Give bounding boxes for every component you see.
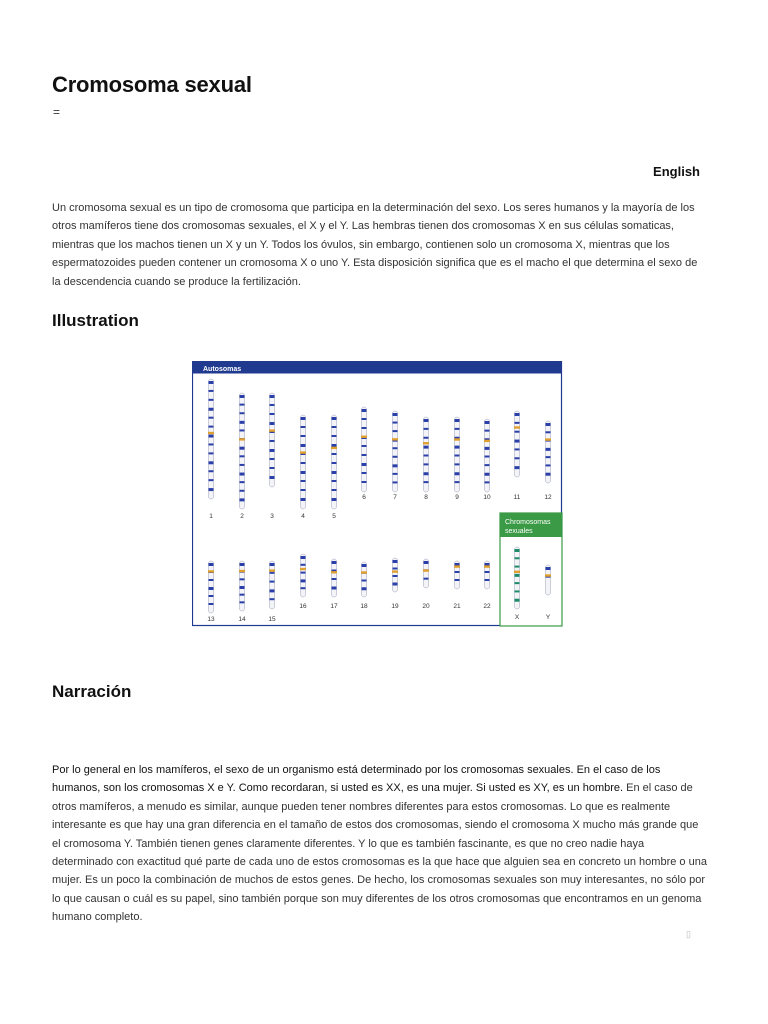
centromere [269,429,275,431]
chromosome-band [240,594,245,596]
chromosome-band [546,473,551,476]
centromere [514,426,520,428]
chromosome-band [455,419,460,422]
centromere [545,438,551,440]
chromosome-band [332,498,337,501]
chromosome-band [424,561,429,564]
chromosome-band [546,448,551,451]
chromosome-band [301,444,306,447]
chromosome-band [240,498,245,501]
centromere [423,442,429,444]
chromosome-band [362,427,367,429]
chromosome-band [332,453,337,455]
chromosome-band [301,462,306,464]
chromosome-band [301,426,306,428]
chromosome-band [209,587,214,590]
chromosome-band [301,480,306,482]
sex-chromosomes-label-line2: sexuales [505,528,533,535]
autosomes-header [193,362,562,374]
chromosome-band [362,445,367,447]
chromosome-label: 16 [299,603,307,610]
chromosome-band [515,566,520,568]
chromosome-band [332,417,337,420]
chromosome-band [455,463,460,465]
chromosome-band [332,587,337,590]
chromosome-band [485,579,490,581]
chromosome-band [546,567,551,570]
chromosome-band [362,580,367,582]
chromosome-band [270,467,275,469]
chromosome-band [424,481,429,483]
chromosome-label: 19 [391,603,399,610]
chromosome-band [362,454,367,456]
chromosome-band [301,471,306,474]
centromere [454,565,460,567]
chromosome-band [362,463,367,466]
chromosome-band [485,464,490,466]
chromosome-band [424,446,429,449]
chromosome-band [455,428,460,430]
chromosome-band [270,413,275,415]
chromosome-band [362,409,367,412]
chromosome-band [515,413,520,416]
centromere [361,436,367,438]
centromere [300,451,306,453]
chromosome-band [455,481,460,483]
chromosome-band [332,471,337,474]
centromere [331,571,337,573]
scroll-indicator-icon: ▯ [686,929,691,939]
chromosome-2 [239,393,245,520]
chromosome-band [332,444,337,447]
centromere [514,571,520,573]
chromosome-band [332,489,337,491]
chromosome-band [270,404,275,406]
page-title: Cromosoma sexual [52,72,252,97]
chromosome-label: Y [545,614,551,621]
chromosome-band [332,426,337,428]
chromosome-7 [392,411,398,501]
chromosome-band [240,455,245,457]
chromosome-8 [423,417,429,501]
chromosome-label: 9 [455,494,459,501]
chromosome-band [240,490,245,492]
chromosome-band [393,583,398,586]
chromosome-band [485,421,490,424]
karyotype-figure [192,361,564,629]
chromosome-band [209,390,214,392]
sex-chromosomes-label-line1: Chromosomas [505,519,551,526]
chromosome-band [270,458,275,460]
chromosome-band [209,470,214,472]
chromosome-band [240,481,245,483]
chromosome-band [332,578,337,580]
chromosome-band [393,422,398,424]
chromosome-label: 1 [209,513,213,520]
chromosome-band [515,440,520,443]
chromosome-band [424,472,429,475]
chromosome-band [270,449,275,452]
chromosome-band [301,556,306,559]
chromosome-band [393,430,398,432]
chromosome-band [209,408,214,411]
chromosome-band [485,481,490,483]
chromosome-band [209,381,214,384]
chromosome-4 [300,415,306,520]
narration-heading: Narración [52,682,132,701]
chromosome-band [301,572,306,574]
chromosome-band [362,418,367,420]
chromosome-label: 11 [513,494,521,501]
chromosome-band [424,463,429,465]
chromosome-band [209,579,214,581]
chromosome-band [362,564,367,567]
chromosome-band [240,421,245,424]
chromosome-band [393,575,398,577]
chromosome-band [393,456,398,458]
centromere [269,569,275,571]
chromosome-band [240,429,245,431]
chromosome-band [485,430,490,432]
chromosome-band [515,457,520,459]
chromosome-band [301,587,306,589]
narration-body: En el caso de otros mamíferos, a menudo es similar, aunque pueden tener nombres diferentes para estos cromosomas. Lo que es realmente interesante es que hay una gran diferencia en el tamaño de estos dos cromosomas, siendo el cromosoma X mucho más grande que el cromosoma Y. También tienen genes claramente diferentes. Y lo que es también fascinante, es que no creo nadie haya determinado con exactitud qué parte de cada uno de estos cromosomas es la que hace que alguien sea en concreto un hombre o una mujer. Es un poco la combinación de muchos de estos genes. De hecho, los cromosomas sexuales son muy interesantes, no sólo por lo que causan o cuál es su papel, sino también porque son muy diferentes de los otros cromosomas que encontramos en un genoma humano completo. [52,782,707,924]
chromosome-band [270,476,275,479]
chromosome-band [240,563,245,566]
chromosome-band [270,572,275,574]
chromosome-band [240,578,245,580]
chromosome-label: 17 [330,603,338,610]
chromosome-band [515,599,520,602]
chromosome-band [301,489,306,491]
chromosome-9 [454,417,460,501]
chromosome-band [515,574,520,577]
chromosome-band [270,440,275,442]
chromosome-band [209,595,214,597]
chromosome-label: 18 [360,603,368,610]
chromosome-body [301,554,306,597]
chromosome-band [240,404,245,406]
chromosome-band [240,473,245,476]
chromosome-band [455,579,460,581]
centromere [331,447,337,449]
chromosome-band [515,466,520,469]
chromosome-label: 14 [238,616,246,623]
centromere [392,438,398,440]
chromosome-band [240,464,245,466]
chromosome-band [332,462,337,464]
chromosome-band [362,472,367,474]
chromosome-band [301,579,306,582]
language-link-english[interactable]: English [653,164,700,179]
chromosome-band [424,578,429,580]
chromosome-5 [331,415,337,520]
chromosome-band [301,498,306,501]
chromosome-band [301,564,306,566]
chromosome-band [209,488,214,491]
chromosome-label: X [514,614,520,621]
chromosome-band [393,568,398,570]
centromere [300,568,306,570]
chromosome-label: 15 [268,616,276,623]
chromosome-band [393,560,398,563]
narration-highlight: Por lo general en los mamíferos, el sexo de un organismo está determinado por los cromosomas sexuales. En el caso de los humanos, son los cromosomas X e Y. Como recordaran, si usted es XX, es una mujer. Si usted es XY, es un hombre. [52,764,661,795]
chromosome-band [393,447,398,449]
chromosome-band [332,480,337,482]
chromosome-band [301,435,306,437]
chromosome-band [424,455,429,457]
chromosome-label: 13 [207,616,215,623]
centromere [484,440,490,442]
chromosome-band [209,435,214,438]
chromosome-band [546,464,551,466]
centromere [361,571,367,573]
chromosome-band [240,586,245,589]
chromosome-band [270,395,275,398]
chromosome-body [270,561,275,609]
chromosome-band [485,447,490,450]
centromere [454,438,460,440]
chromosome-band [393,473,398,475]
chromosome-band [485,571,490,573]
chromosome-band [209,399,214,401]
chromosome-label: 12 [544,494,552,501]
chromosome-band [332,561,337,564]
chromosome-band [515,448,520,450]
page-subtitle: = [53,105,61,119]
chromosome-band [546,456,551,458]
chromosome-band [270,563,275,566]
chromosome-band [546,431,551,433]
chromosome-band [515,422,520,424]
chromosome-band [515,557,520,559]
chromosome-label: 7 [393,494,397,501]
chromosome-band [362,587,367,590]
chromosome-band [240,412,245,414]
chromosome-band [240,601,245,603]
chromosome-band [270,589,275,592]
chromosome-band [393,481,398,483]
intro-paragraph: Un cromosoma sexual es un tipo de cromosoma que participa en la determinación del sexo. Los seres humanos y la mayoría de los otros mamíferos tiene dos cromosomas sexuales, el X y el Y. Las hembras tienen dos cromosomas X en sus células somaticas, mientras que los machos tienen un X y un Y. Todos los óvulos, sin embargo, contienen solo un cromosoma X, mientras que los espermatozoides pueden contener un cromosoma X o uno Y. Esta disposición significa que es el macho el que determina el sexo de la descendencia cuando se produce la fertilización. [52,202,698,288]
chromosome-band [455,455,460,457]
chromosome-band [270,581,275,583]
chromosome-band [515,431,520,433]
chromosome-band [455,446,460,449]
chromosome-6 [361,407,367,501]
chromosome-band [209,443,214,445]
chromosome-label: 6 [362,494,366,501]
autosomes-label: Autosomas [203,366,242,373]
chromosome-band [240,447,245,450]
chromosome-band [209,461,214,464]
chromosome-band [485,456,490,458]
chromosome-band [209,603,214,605]
centromere [239,438,245,440]
centromere [208,432,214,434]
chromosome-band [301,417,306,420]
chromosome-band [455,472,460,475]
chromosome-band [546,423,551,426]
chromosome-band [393,464,398,467]
chromosome-band [270,422,275,425]
chromosome-band [209,563,214,566]
chromosome-label: 8 [424,494,428,501]
chromosome-band [209,479,214,481]
chromosome-band [515,590,520,592]
chromosome-band [424,437,429,439]
chromosome-label: 4 [301,513,305,520]
centromere [208,570,214,572]
chromosome-band [424,428,429,430]
chromosome-label: 20 [422,603,430,610]
centromere [484,565,490,567]
chromosome-band [485,473,490,476]
chromosome-band [424,419,429,422]
chromosome-label: 2 [240,513,244,520]
chromosome-band [240,395,245,398]
chromosome-band [515,582,520,584]
centromere [423,569,429,571]
chromosome-band [209,417,214,419]
chromosome-band [362,481,367,483]
centromere [392,570,398,572]
chromosome-label: 21 [453,603,461,610]
chromosome-label: 22 [483,603,491,610]
centromere [239,570,245,572]
chromosome-band [332,435,337,437]
chromosome-band [393,413,398,416]
chromosome-label: 5 [332,513,336,520]
chromosome-label: 10 [483,494,491,501]
chromosome-band [209,452,214,454]
centromere [545,574,551,576]
chromosome-band [209,426,214,428]
illustration-heading: Illustration [52,311,139,330]
narration-paragraph [52,761,707,927]
chromosome-band [515,549,520,552]
chromosome-band [455,571,460,573]
chromosome-label: 3 [270,513,274,520]
chromosome-band [270,598,275,600]
